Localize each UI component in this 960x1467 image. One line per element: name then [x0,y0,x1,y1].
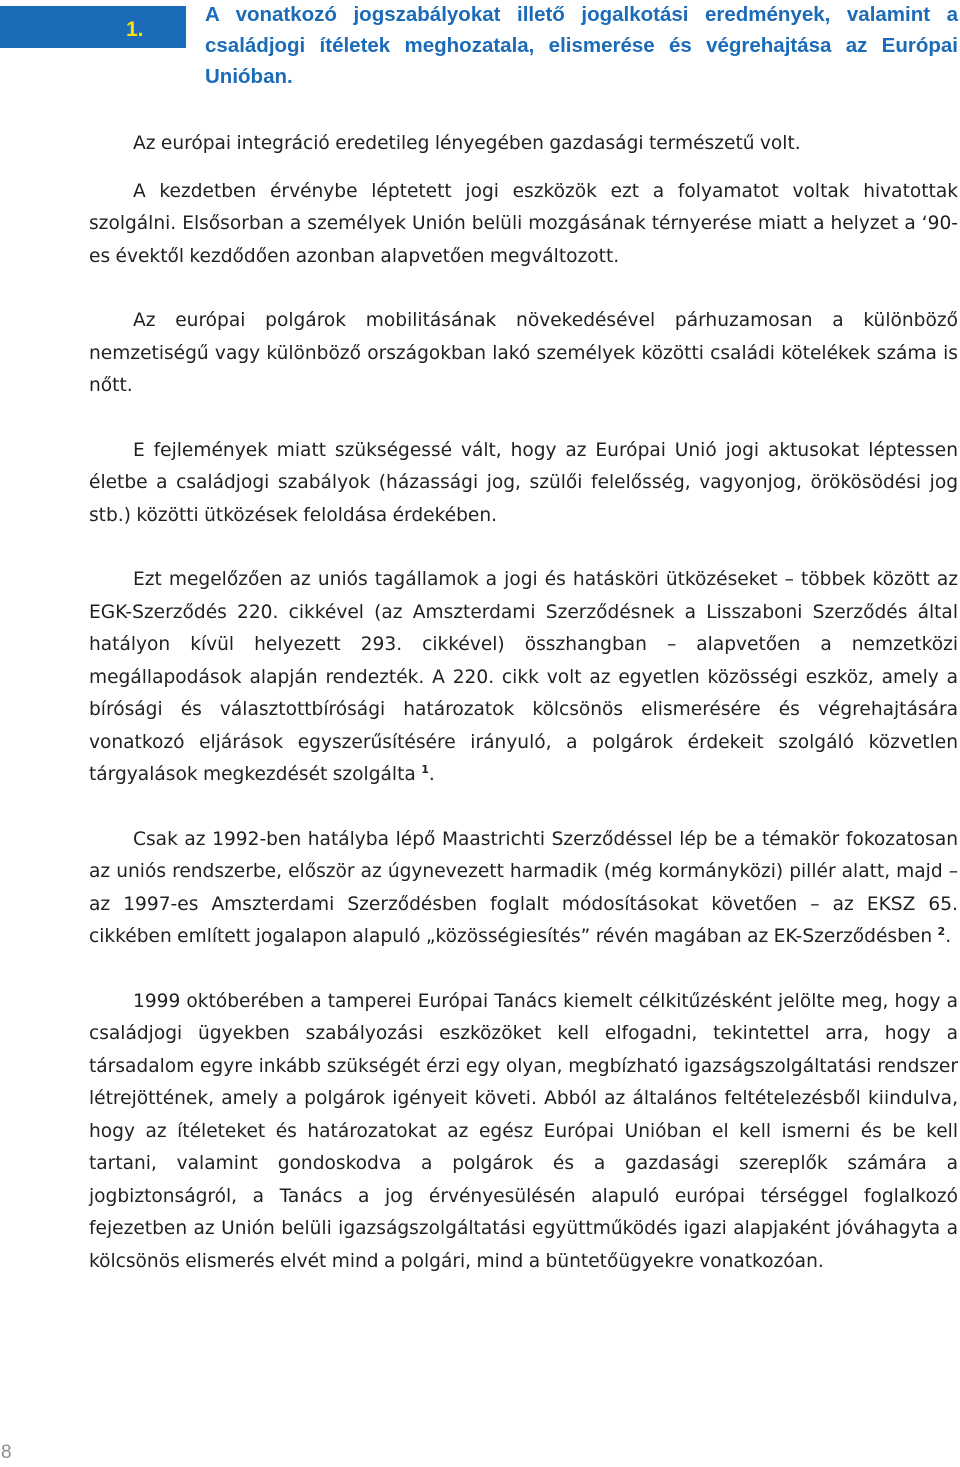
paragraph-text: Csak az 1992-ben hatályba lépő Maastrichti Szerződéssel lép be a témakör fokozatosan az uniós rendszerbe, először az úgynevezett harmadik (még kormányközi) pillér alatt, majd – az 1997-es Amszterdami Szerződésben foglalt módosításokat követően – az EKSZ 65. cikkében említett jogalapon alapuló „közösségiesítés” révén magában az EK-Szerződésben [89,828,958,947]
paragraph-4 [89,435,958,533]
paragraph-text: Ezt megelőzően az uniós tagállamok a jogi és hatásköri ütközéseket – többek között az EGK-Szerződés 220. cikkével (az Amszterdami Szerződésnek a Lisszaboni Szerződés által hatályon kívül helyezett 293. cikkével) összhangban – alapvetően a nemzetközi megállapodások alapján rendezték. A 220. cikk volt az egyetlen közösségi eszköz, amely a bírósági és választottbírósági határozatok kölcsönös elismerésére és végrehajtására vonatkozó eljárások egyszerűsítésére irányuló, a polgárok érdekeit szolgáló közvetlen tárgyalások megkezdését szolgálta [89,569,958,785]
paragraph-1 [89,128,958,161]
paragraph-text: A kezdetben érvénybe léptetett jogi eszközök ezt a folyamatot voltak hivatottak szolgálni. Elsősorban a személyek Unión belüli mozgásának térnyerése miatt a helyzet a ‘90-es évektől kezdődően azonban alapvetően megváltozott. [89,180,958,267]
paragraph-text: E fejlemények miatt szükségessé vált, hogy az Európai Unió jogi aktusokat léptessen életbe a családjogi szabályok (házassági jog, szülői felelősség, vagyonjog, örökösödési jog stb.) közötti ütközések feloldása érdekében. [89,439,958,526]
chapter-header [0,0,960,100]
paragraph-end: . [428,764,435,785]
page-number: 8 [1,1442,12,1463]
footnote-marker-1: 1 [421,763,429,776]
chapter-number: 1. [126,18,144,41]
paragraph-text: 1999 októberében a tamperei Európai Tanács kiemelt célkitűzésként jelölte meg, hogy a családjogi ügyekben szabályozási eszközöket kell elfogadni, tekintettel arra, hogy a társadalom egyre inkább szükségét érzi egy olyan, megbízható igazságszolgáltatási rendszer létrejöttének, amely a polgárok igényeit követi. Abból az általános feltételezésből kiindulva, hogy az ítéleteket és határozatokat az egész Európai Unióban el kell ismerni és be kell tartani, valamint gondoskodva a polgárok és a gazdasági szereplők számára a jogbiztonságról, a Tanács a jog érvényesülésén alapuló európai térséggel foglalkozó fejezetben az Unión belüli igazságszolgáltatási együttműködés igazi alapjaként jóváhagyta a kölcsönös elismerés elvét mind a polgári, mind a büntetőügyekre vonatkozóan. [89,990,958,1272]
chapter-title: A vonatkozó jogszabályokat illető jogalkotási eredmények, valamint a családjogi ítéletek meghozatala, elismerése és végrehajtása az Európai Unióban. [205,3,958,88]
paragraph-3 [89,305,958,403]
paragraph-6 [89,824,958,954]
paragraph-text: Az európai integráció eredetileg lényegében gazdasági természetű volt. [133,133,801,154]
paragraph-2 [89,176,958,274]
chapter-number-badge [0,6,186,48]
paragraph-5 [89,564,958,792]
paragraph-7 [89,986,958,1279]
footnote-marker-2: 2 [937,925,946,938]
paragraph-end: . [945,926,952,947]
body-text [89,128,958,1278]
paragraph-text: Az európai polgárok mobilitásának növekedésével párhuzamosan a különböző nemzetiségű vagy különböző országokban lakó személyek közötti családi kötelékek száma is nőtt. [89,310,958,396]
